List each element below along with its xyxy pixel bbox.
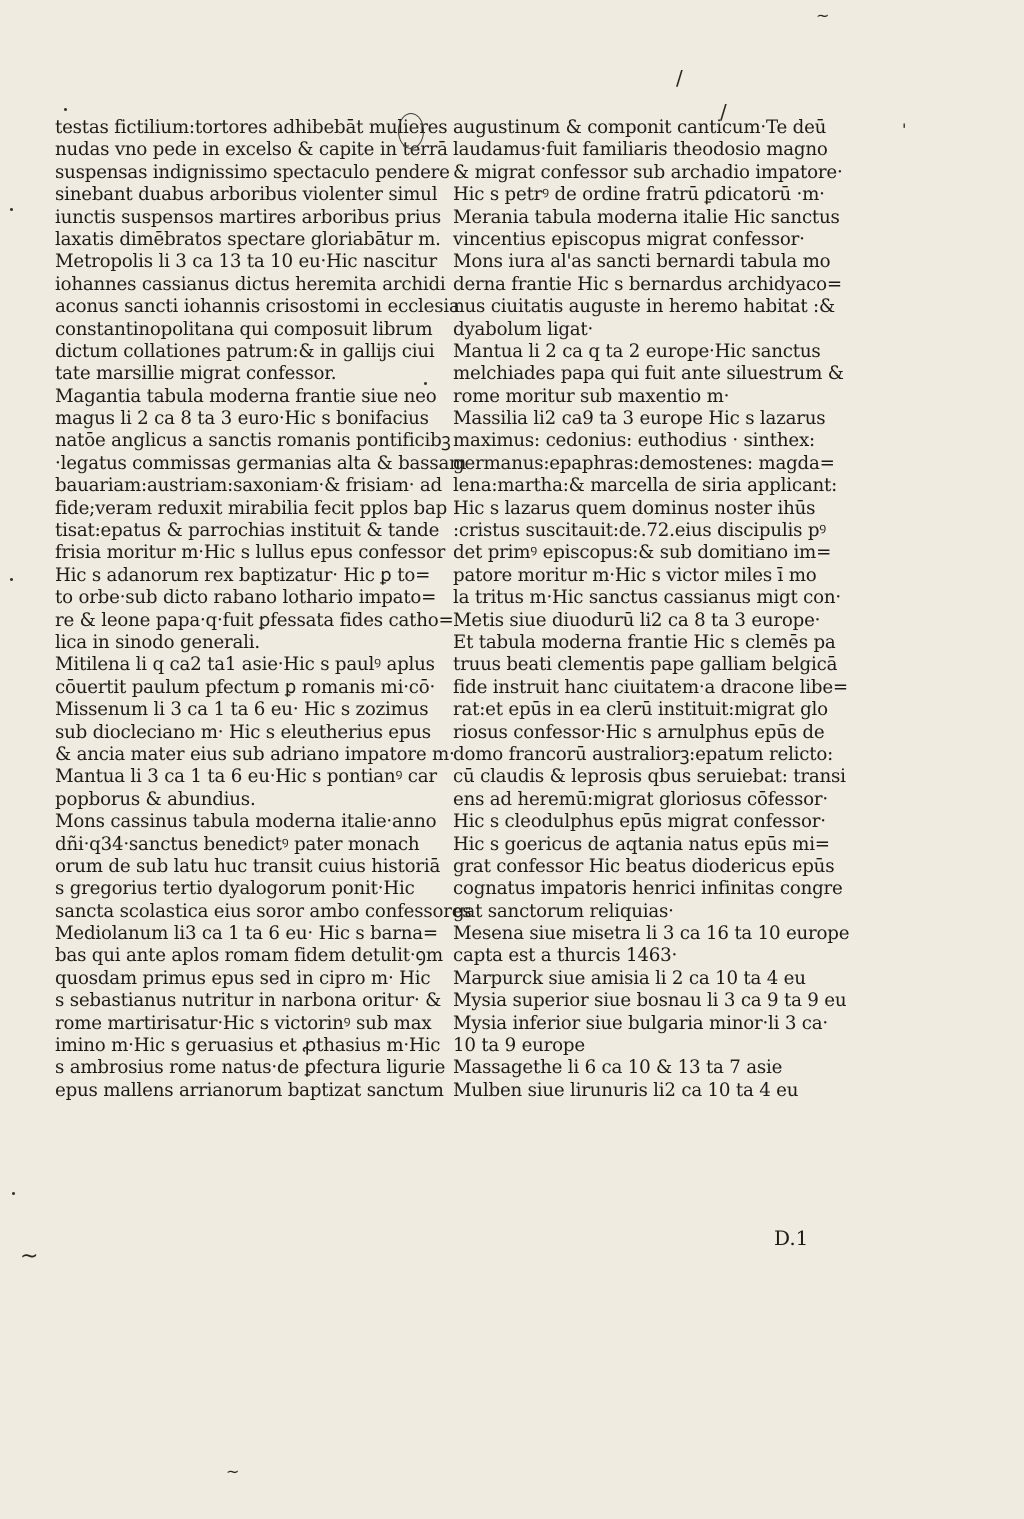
text-line: rome moritur sub maxentio m· [453, 385, 730, 407]
text-line: constantinopolitana qui composuit librum [55, 318, 433, 340]
text-line: aconus sancti iohannis crisostomi in ecclesia [55, 296, 460, 318]
text-line: Hic s lazarus quem dominus noster ihūs [453, 497, 816, 519]
text-line: derna frantie Hic s bernardus archidyaco= [453, 273, 842, 295]
text-line: Missenum li 3 ca 1 ta 6 eu· Hic s zozimus [55, 699, 429, 721]
text-line: fide instruit hanc ciuitatem·a dracone libe= [453, 676, 848, 698]
text-line: melchiades papa qui fuit ante siluestrum & [453, 363, 844, 385]
text-line: tate marsillie migrat confessor. [55, 363, 337, 385]
text-line: Mitilena li q ca2 ta1 asie·Hic s paulꝰ aplus [55, 654, 435, 676]
right-text-column [453, 117, 850, 1102]
text-line: la tritus m·Hic sanctus cassianus migt con· [453, 587, 842, 609]
text-line: suspensas indignissimo spectaculo pendere [55, 161, 450, 183]
text-line: nudas vno pede in excelso & capite in terrā [55, 139, 448, 161]
text-line: bauariam:austriam:saxoniam·& frisiam· ad [55, 475, 442, 497]
signature-mark: D.1 [774, 1226, 809, 1250]
text-line: sancta scolastica eius soror ambo confessores [55, 900, 472, 922]
text-line: rat:et epūs in ea clerū instituit:migrat glo [453, 699, 828, 721]
margin-dot-icon [10, 578, 13, 581]
margin-mark-icon: / [720, 100, 727, 124]
text-line: tisat:epatus & parrochias instituit & tande [55, 520, 440, 542]
text-line: maximus: cedonius: euthodius · sinthex: [453, 430, 815, 452]
text-line: epus mallens arrianorum baptizat sanctum [55, 1079, 444, 1101]
text-line: cōuertit paulum pfectum ꝑ romanis mi·cō· [55, 676, 436, 698]
text-line: lena:martha:& marcella de siria applicant: [453, 475, 838, 497]
text-line: :cristus suscitauit:de.72.eius discipulis pꝰ [453, 520, 827, 542]
text-line: Massagethe li 6 ca 10 & 13 ta 7 asie [453, 1057, 783, 1079]
text-line: iohannes cassianus dictus heremita archidi [55, 273, 446, 295]
text-line: laudamus·fuit familiaris theodosio magno [453, 139, 828, 161]
text-line: ·legatus commissas germanias alta & bassam [55, 452, 467, 474]
text-line: grat confessor Hic beatus diodericus epūs [453, 855, 835, 877]
text-line: Mysia inferior siue bulgaria minor·li 3 ca· [453, 1012, 829, 1034]
text-line: lica in sinodo generali. [55, 631, 260, 653]
text-line: Mulben siue lirunuris li2 ca 10 ta 4 eu [453, 1079, 799, 1101]
text-line: vincentius episcopus migrat confessor· [453, 228, 805, 250]
text-line: Marpurck siue amisia li 2 ca 10 ta 4 eu [453, 967, 806, 989]
text-line: Mesena siue misetra li 3 ca 16 ta 10 europe [453, 923, 850, 945]
left-text-column [55, 117, 472, 1102]
margin-mark-icon: ' [902, 120, 907, 139]
text-line: Mediolanum li3 ca 1 ta 6 eu· Hic s barna= [55, 923, 438, 945]
text-line: dictum collationes patrum:& in gallijs ciui [55, 340, 435, 362]
text-line: s gregorius tertio dyalogorum ponit·Hic [55, 878, 415, 900]
text-line: dyabolum ligat· [453, 318, 594, 340]
text-line: re & leone papa·q·fuit ꝑfessata fides catho= [55, 609, 454, 631]
text-line: to orbe·sub dicto rabano lothario impato= [55, 587, 437, 609]
text-line: ens ad heremū:migrat gloriosus cōfessor· [453, 788, 828, 810]
margin-dot-icon [64, 108, 67, 111]
text-line: & ancia mater eius sub adriano impatore m· [55, 743, 455, 765]
text-line: s ambrosius rome natus·de ꝑfectura ligurie [55, 1057, 446, 1079]
text-line: Hic s goericus de aqtania natus epūs mi= [453, 833, 830, 855]
text-line: orum de sub latu huc transit cuius historiā [55, 855, 441, 877]
text-line: dñi·q34·sanctus benedictꝰ pater monach [55, 833, 420, 855]
text-line: testas fictilium:tortores adhibebāt mulieres [55, 117, 448, 138]
text-line: gat sanctorum reliquias· [453, 900, 674, 922]
text-line: Et tabula moderna frantie Hic s clemēs pa [453, 631, 836, 653]
margin-dot-icon [10, 208, 13, 211]
text-line: nus ciuitatis auguste in heremo habitat :& [453, 296, 835, 318]
text-line: rome martirisatur·Hic s victorinꝰ sub max [55, 1012, 432, 1034]
margin-dot-icon [12, 1192, 15, 1195]
margin-mark-icon: ~ [816, 6, 830, 25]
text-line: Mantua li 3 ca 1 ta 6 eu·Hic s pontianꝰ car [55, 766, 437, 788]
text-line: sinebant duabus arboribus violenter simul [55, 184, 438, 206]
margin-dot-icon [424, 382, 427, 385]
text-line: riosus confessor·Hic s arnulphus epūs de [453, 721, 825, 743]
text-line: imino m·Hic s geruasius et ꝓthasius m·Hic [55, 1035, 441, 1057]
text-line: cognatus impatoris henrici infinitas congre [453, 878, 843, 900]
text-line: magus li 2 ca 8 ta 3 euro·Hic s bonifacius [55, 408, 429, 430]
text-line: Merania tabula moderna italie Hic sanctus [453, 206, 840, 228]
text-line: natōe anglicus a sanctis romanis pontificibꝫ [55, 430, 451, 452]
text-line: iunctis suspensos martires arboribus prius [55, 206, 441, 228]
text-line: det primꝰ episcopus:& sub domitiano im= [453, 542, 832, 564]
text-line: capta est a thurcis 1463· [453, 945, 678, 967]
text-line: quosdam primus epus sed in cipro m· Hic [55, 967, 431, 989]
text-line: augustinum & componit canticum·Te deū [453, 117, 827, 138]
text-line: popborus & abundius. [55, 788, 256, 810]
text-line: Massilia li2 ca9 ta 3 europe Hic s lazarus [453, 408, 826, 430]
library-stamp-icon [398, 113, 424, 149]
text-line: Mysia superior siue bosnau li 3 ca 9 ta 9 eu [453, 990, 847, 1012]
margin-mark-icon: / [676, 66, 683, 90]
text-line: Magantia tabula moderna frantie siue neo [55, 385, 437, 407]
text-line: Hic s adanorum rex baptizatur· Hic ꝑ to= [55, 564, 431, 586]
text-line: 10 ta 9 europe [453, 1035, 585, 1057]
margin-mark-icon: ~ [20, 1244, 39, 1269]
text-line: Hic s petrꝰ de ordine fratrū ꝑdicatorū ·m· [453, 184, 825, 206]
text-line: bas qui ante aplos romam fidem detulit·ꝯm [55, 945, 443, 967]
text-line: Metis siue diuodurū li2 ca 8 ta 3 europe· [453, 609, 821, 631]
text-line: frisia moritur m·Hic s lullus epus confessor [55, 542, 446, 564]
text-line: Mons cassinus tabula moderna italie·anno [55, 811, 437, 833]
text-line: Mons iura al'as sancti bernardi tabula mo [453, 251, 831, 273]
margin-mark-icon: ~ [226, 1462, 240, 1481]
text-line: fide;veram reduxit mirabilia fecit pplos bap [55, 497, 448, 519]
text-line: cū claudis & leprosis qbus seruiebat: transi [453, 766, 846, 788]
text-line: truus beati clementis pape galliam belgicā [453, 654, 838, 676]
text-line: patore moritur m·Hic s victor miles ī mo [453, 564, 817, 586]
text-line: laxatis dimēbratos spectare gloriabātur m. [55, 228, 441, 250]
text-line: Hic s cleodulphus epūs migrat confessor· [453, 811, 826, 833]
text-line: Metropolis li 3 ca 13 ta 10 eu·Hic nascitur [55, 251, 437, 273]
text-line: domo francorū australiorꝫ:epatum relicto: [453, 743, 834, 765]
text-line: Mantua li 2 ca q ta 2 europe·Hic sanctus [453, 340, 821, 362]
text-line: s sebastianus nutritur in narbona oritur· & [55, 990, 442, 1012]
text-line: & migrat confessor sub archadio impatore· [453, 161, 843, 183]
text-line: sub diocleciano m· Hic s eleutherius epus [55, 721, 431, 743]
text-line: germanus:epaphras:demostenes: magda= [453, 452, 835, 474]
